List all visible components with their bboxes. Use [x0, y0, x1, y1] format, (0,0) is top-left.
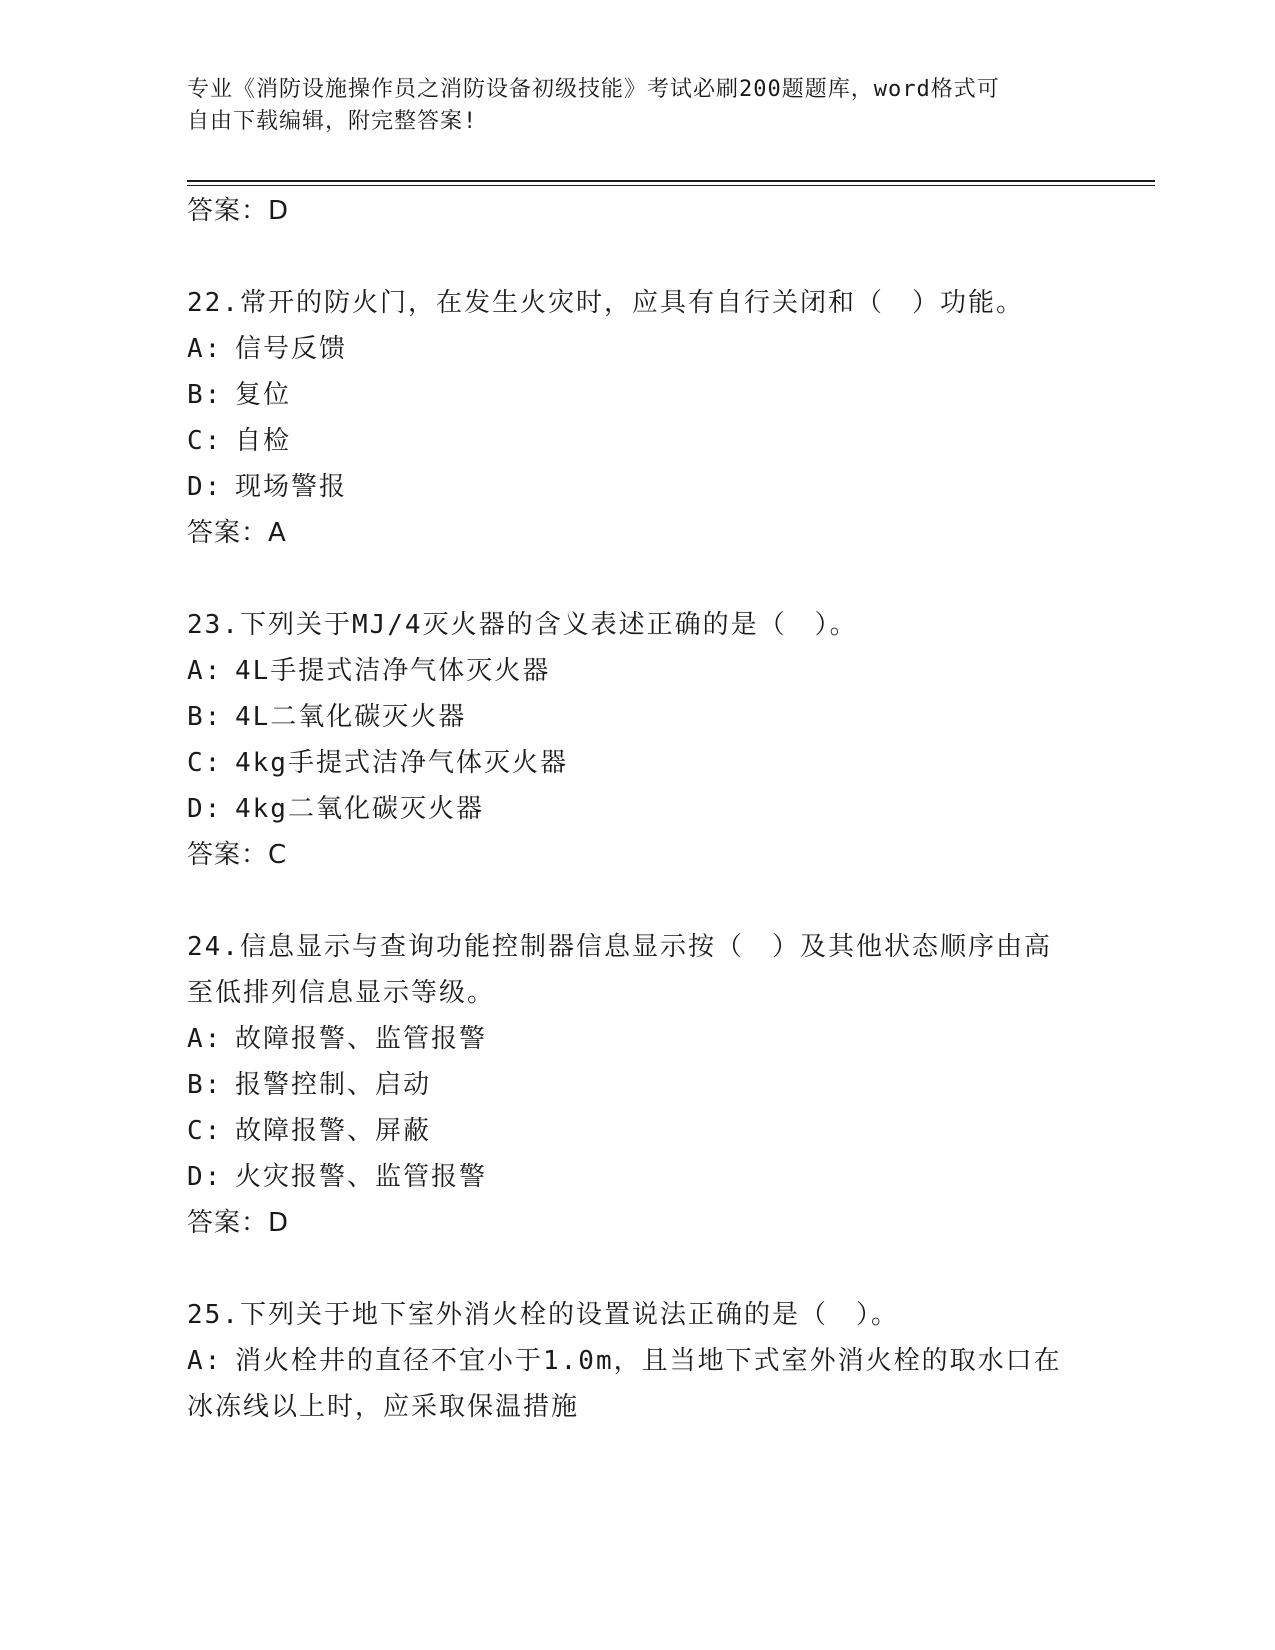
- option-d: [187, 1154, 1147, 1200]
- option-text: 报警控制、启动: [235, 1070, 432, 1100]
- question-stem-continued: 至低排列信息显示等级。: [187, 978, 496, 1008]
- option-label: B:: [187, 380, 223, 410]
- option-text: 现场警报: [235, 472, 348, 502]
- option-c: [187, 418, 1147, 464]
- option-label: C:: [187, 748, 223, 778]
- option-label: C:: [187, 1116, 223, 1146]
- option-text: 消火栓井的直径不宜小于1.0m，且当地下式室外消火栓的取水口在: [235, 1346, 1062, 1376]
- option-b: [187, 372, 1147, 418]
- option-c: [187, 740, 1147, 786]
- option-a-continued: 冰冻线以上时，应采取保温措施: [187, 1392, 580, 1422]
- option-label: D:: [187, 472, 223, 502]
- option-text: 自检: [235, 426, 292, 456]
- option-label: A:: [187, 1024, 223, 1054]
- option-label: C:: [187, 426, 223, 456]
- option-text: 故障报警、屏蔽: [235, 1116, 432, 1146]
- option-label: D:: [187, 1162, 223, 1192]
- option-text: 4kg二氧化碳灭火器: [235, 794, 484, 824]
- option-b: [187, 1062, 1147, 1108]
- header-divider-thin: [187, 185, 1155, 186]
- question-24: [187, 924, 1147, 1246]
- option-label: A:: [187, 1346, 223, 1376]
- question-stem: 24.信息显示与查询功能控制器信息显示按（ ）及其他状态顺序由高: [187, 932, 1052, 962]
- option-d: [187, 464, 1147, 510]
- option-text: 火灾报警、监管报警: [235, 1162, 488, 1192]
- option-c: [187, 1108, 1147, 1154]
- answer-line: 答案：C: [187, 840, 288, 870]
- option-d: [187, 786, 1147, 832]
- question-22: [187, 280, 1147, 556]
- question-23: [187, 602, 1147, 878]
- option-text: 复位: [235, 380, 292, 410]
- option-label: B:: [187, 702, 223, 732]
- option-label: A:: [187, 334, 223, 364]
- option-label: B:: [187, 1070, 223, 1100]
- option-a: [187, 648, 1147, 694]
- answer-line: 答案：A: [187, 518, 287, 548]
- option-a: [187, 1338, 1147, 1384]
- option-text: 故障报警、监管报警: [235, 1024, 488, 1054]
- option-text: 4L手提式洁净气体灭火器: [235, 656, 551, 686]
- option-a: [187, 326, 1147, 372]
- header-divider-thick: [187, 180, 1155, 182]
- question-list: [187, 188, 1147, 1430]
- question-stem: 22.常开的防火门，在发生火灾时，应具有自行关闭和（ ）功能。: [187, 288, 1024, 318]
- question-25: [187, 1292, 1147, 1430]
- header-line-1: 专业《消防设施操作员之消防设备初级技能》考试必刷200题题库，word格式可: [187, 77, 1000, 102]
- option-text: 4kg手提式洁净气体灭火器: [235, 748, 568, 778]
- option-a: [187, 1016, 1147, 1062]
- option-label: A:: [187, 656, 223, 686]
- answer-line: 答案：D: [187, 1208, 290, 1238]
- answer-line: 答案：D: [187, 196, 290, 226]
- question-stem: 23.下列关于MJ/4灭火器的含义表述正确的是（ ）。: [187, 610, 858, 640]
- option-b: [187, 694, 1147, 740]
- option-text: 4L二氧化碳灭火器: [235, 702, 467, 732]
- header-line-2: 自由下载编辑，附完整答案!: [187, 109, 478, 134]
- option-text: 信号反馈: [235, 334, 348, 364]
- document-header: [187, 74, 1087, 138]
- question-stem: 25.下列关于地下室外消火栓的设置说法正确的是（ ）。: [187, 1300, 899, 1330]
- option-label: D:: [187, 794, 223, 824]
